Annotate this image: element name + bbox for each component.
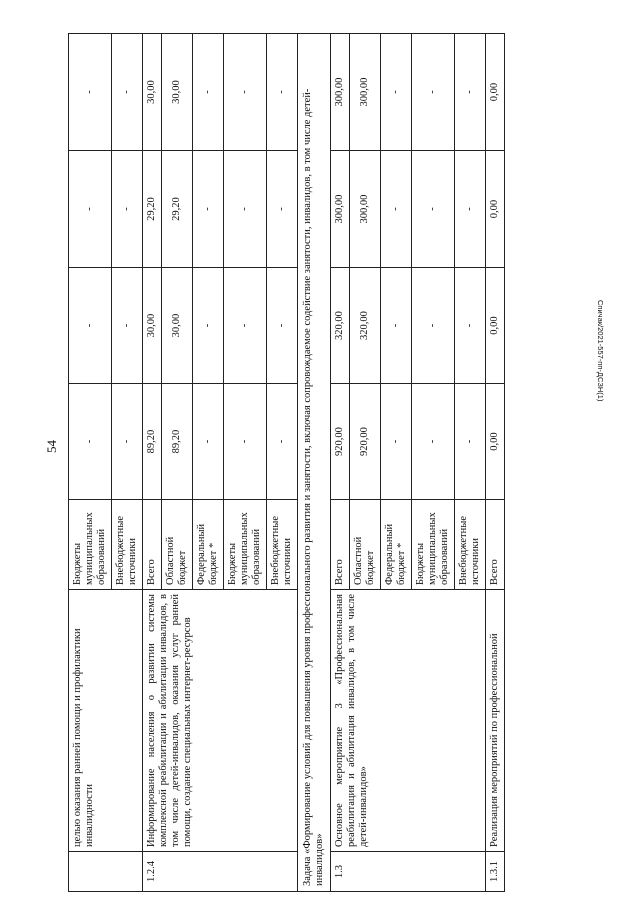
value-cell: - xyxy=(412,34,455,151)
funding-source: Бюджеты муниципальных образований xyxy=(69,500,112,590)
value-cell: - xyxy=(381,151,412,268)
value-cell: 0,00 xyxy=(486,34,505,151)
value-cell: - xyxy=(112,384,143,500)
table-row xyxy=(486,34,505,892)
row-description: Информирование населения о развитии системы комплексной реабилитации и абилитации инвалидов, в том числе детей-инвалидов, оказания услуг ранней помощи, создание специальных интернет-ресурсов xyxy=(143,590,298,852)
task-heading: Задача «Формирование условий для повышения уровня профессионального развития и занятости, включая сопровождаемое содействие занятости, инвалидов, в том числе детей-инвалидов» xyxy=(298,34,331,892)
funding-source: Федеральный бюджет * xyxy=(381,500,412,590)
value-cell: 320,00 xyxy=(331,268,350,384)
value-cell: - xyxy=(193,34,224,151)
funding-source: Всего xyxy=(331,500,350,590)
value-cell: 30,00 xyxy=(143,268,162,384)
value-cell: 30,00 xyxy=(143,34,162,151)
value-cell: - xyxy=(224,34,267,151)
value-cell: 29,20 xyxy=(143,151,162,268)
funding-source: Федеральный бюджет * xyxy=(193,500,224,590)
rotated-table-wrapper xyxy=(68,34,580,892)
value-cell: 320,00 xyxy=(350,268,381,384)
value-cell: - xyxy=(193,151,224,268)
funding-source: Внебюджетные источники xyxy=(455,500,486,590)
value-cell: - xyxy=(69,268,112,384)
funding-source: Всего xyxy=(486,500,505,590)
value-cell: 300,00 xyxy=(331,151,350,268)
value-cell: - xyxy=(69,151,112,268)
value-cell: - xyxy=(381,34,412,151)
value-cell: - xyxy=(455,268,486,384)
table-row xyxy=(69,34,112,892)
value-cell: 300,00 xyxy=(331,34,350,151)
funding-source: Бюджеты муниципальных образований xyxy=(224,500,267,590)
document-code: Спичак/2021-557-пп-ДСЗН(1) xyxy=(596,300,605,402)
row-number: 1.3.1 xyxy=(486,852,505,892)
value-cell: 0,00 xyxy=(486,268,505,384)
funding-source: Внебюджетные источники xyxy=(267,500,298,590)
value-cell: 30,00 xyxy=(162,268,193,384)
value-cell: 89,20 xyxy=(162,384,193,500)
value-cell: - xyxy=(112,151,143,268)
row-description: целью оказания ранней помощи и профилактики инвалидности xyxy=(69,590,143,852)
value-cell: - xyxy=(193,268,224,384)
value-cell: - xyxy=(193,384,224,500)
value-cell: - xyxy=(267,151,298,268)
value-cell: - xyxy=(224,151,267,268)
table-row xyxy=(331,34,350,892)
funding-source: Всего xyxy=(143,500,162,590)
value-cell: - xyxy=(455,384,486,500)
value-cell: - xyxy=(112,268,143,384)
value-cell: 0,00 xyxy=(486,151,505,268)
value-cell: 920,00 xyxy=(331,384,350,500)
value-cell: - xyxy=(224,384,267,500)
value-cell: - xyxy=(381,268,412,384)
value-cell: 300,00 xyxy=(350,34,381,151)
row-number: 1.2.4 xyxy=(143,852,298,892)
row-number xyxy=(69,852,143,892)
value-cell: - xyxy=(455,151,486,268)
value-cell: - xyxy=(267,34,298,151)
value-cell: 300,00 xyxy=(350,151,381,268)
funding-source: Областной бюджет xyxy=(162,500,193,590)
page-number: 54 xyxy=(44,440,59,453)
value-cell: 920,00 xyxy=(350,384,381,500)
value-cell: 29,20 xyxy=(162,151,193,268)
value-cell: 30,00 xyxy=(162,34,193,151)
row-description: Основное мероприятие 3 «Профессиональная реабилитация и абилитация инвалидов, в том числе детей-инвалидов» xyxy=(331,590,486,852)
value-cell: - xyxy=(267,384,298,500)
funding-source: Областной бюджет xyxy=(350,500,381,590)
row-description: Реализация мероприятий по профессиональной xyxy=(486,590,505,852)
value-cell: - xyxy=(412,384,455,500)
value-cell: - xyxy=(455,34,486,151)
funding-source: Внебюджетные источники xyxy=(112,500,143,590)
value-cell: 0,00 xyxy=(486,384,505,500)
value-cell: - xyxy=(112,34,143,151)
value-cell: - xyxy=(69,34,112,151)
value-cell: - xyxy=(69,384,112,500)
funding-source: Бюджеты муниципальных образований xyxy=(412,500,455,590)
value-cell: - xyxy=(412,151,455,268)
value-cell: - xyxy=(381,384,412,500)
row-number: 1.3 xyxy=(331,852,486,892)
value-cell: 89,20 xyxy=(143,384,162,500)
value-cell: - xyxy=(412,268,455,384)
value-cell: - xyxy=(224,268,267,384)
table-row xyxy=(143,34,162,892)
table-row xyxy=(298,34,331,892)
value-cell: - xyxy=(267,268,298,384)
budget-table xyxy=(68,33,505,892)
